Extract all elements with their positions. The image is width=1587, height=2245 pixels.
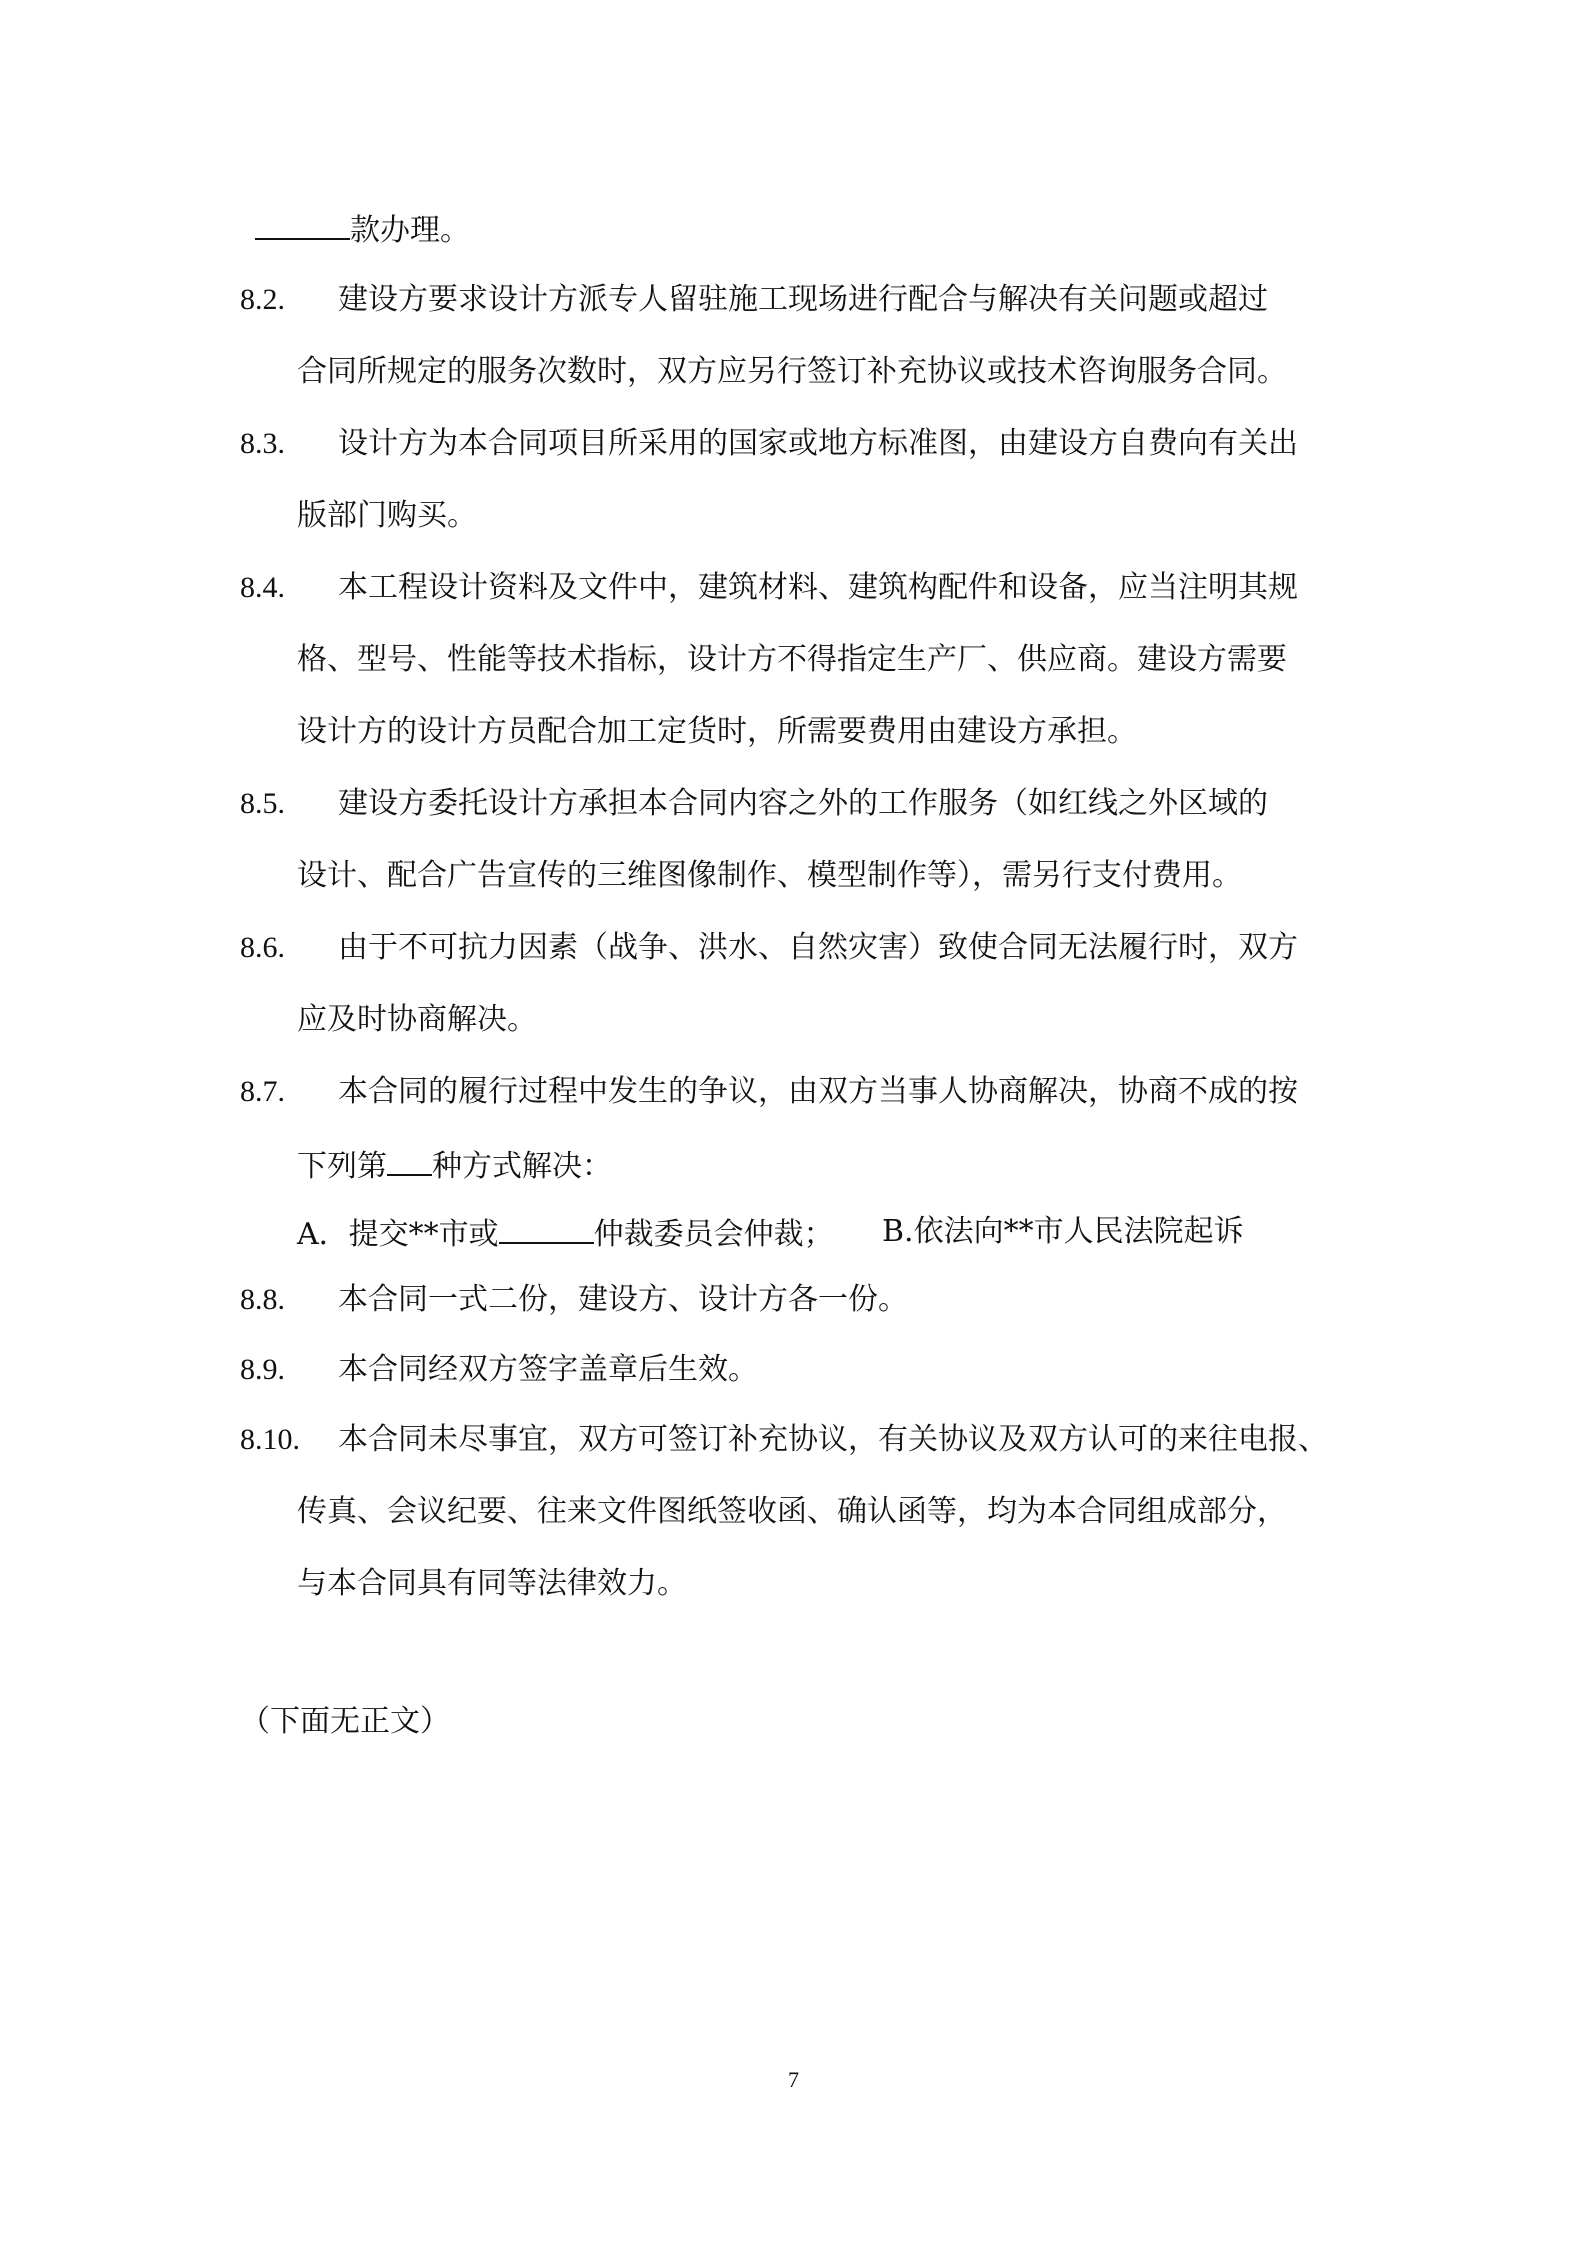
line2-after: 种方式解决： bbox=[432, 1149, 612, 1184]
clause-8-7-option-a bbox=[297, 1212, 834, 1255]
clause-8-9-line-1: 本合同经双方签字盖章后生效。 bbox=[338, 1352, 758, 1387]
line2-before: 下列第 bbox=[297, 1149, 387, 1184]
option-a-before: A．提交**市或 bbox=[297, 1217, 499, 1252]
clause-8-2-line-1: 建设方要求设计方派专人留驻施工现场进行配合与解决有关问题或超过 bbox=[338, 282, 1268, 317]
clause-number: 8.10. bbox=[240, 1423, 300, 1456]
clause-8-4-line-1: 本工程设计资料及文件中，建筑材料、建筑构配件和设备，应当注明其规 bbox=[338, 570, 1298, 605]
clause-number: 8.5. bbox=[240, 787, 285, 820]
clause-8-8-line-1: 本合同一式二份，建设方、设计方各一份。 bbox=[338, 1282, 908, 1317]
option-a-after: 仲裁委员会仲裁； bbox=[593, 1217, 834, 1252]
blank-field bbox=[499, 1212, 594, 1244]
blank-field bbox=[387, 1144, 432, 1176]
clause-number: 8.6. bbox=[240, 931, 285, 964]
clause-8-7-line-1: 本合同的履行过程中发生的争议，由双方当事人协商解决，协商不成的按 bbox=[338, 1074, 1298, 1109]
clause-number: 8.4. bbox=[240, 571, 285, 604]
clause-8-6-line-1: 由于不可抗力因素（战争、洪水、自然灾害）致使合同无法履行时，双方 bbox=[338, 930, 1298, 965]
clause-number: 8.7. bbox=[240, 1075, 285, 1108]
clause-8-10-line-1: 本合同未尽事宜，双方可签订补充协议，有关协议及双方认可的来往电报、 bbox=[338, 1422, 1328, 1457]
clause-8-7-line-2 bbox=[297, 1144, 612, 1187]
intro-text: 款办理。 bbox=[350, 213, 470, 248]
clause-8-5-line-1: 建设方委托设计方承担本合同内容之外的工作服务（如红线之外区域的 bbox=[338, 786, 1268, 821]
clause-number: 8.8. bbox=[240, 1283, 285, 1316]
closing-note: （下面无正文） bbox=[240, 1704, 450, 1739]
clause-8-6-line-2: 应及时协商解决。 bbox=[297, 1002, 537, 1037]
clause-8-4-line-2: 格、型号、性能等技术指标，设计方不得指定生产厂、供应商。建设方需要 bbox=[297, 642, 1287, 677]
clause-8-3-line-1: 设计方为本合同项目所采用的国家或地方标准图，由建设方自费向有关出 bbox=[338, 426, 1298, 461]
page-number: 7 bbox=[788, 2067, 799, 2092]
clause-number: 8.2. bbox=[240, 283, 285, 316]
clause-number: 8.3. bbox=[240, 427, 285, 460]
clause-8-5-line-2: 设计、配合广告宣传的三维图像制作、模型制作等），需另行支付费用。 bbox=[297, 858, 1242, 893]
clause-8-4-line-3: 设计方的设计方员配合加工定货时，所需要费用由建设方承担。 bbox=[297, 714, 1137, 749]
clause-8-2-line-2: 合同所规定的服务次数时，双方应另行签订补充协议或技术咨询服务合同。 bbox=[297, 354, 1287, 389]
blank-field bbox=[255, 208, 350, 240]
clause-8-7-option-b: B.依法向**市人民法院起诉 bbox=[882, 1214, 1244, 1249]
clause-8-10-line-3: 与本合同具有同等法律效力。 bbox=[297, 1566, 687, 1601]
clause-8-3-line-2: 版部门购买。 bbox=[297, 498, 477, 533]
intro-line bbox=[255, 208, 470, 251]
clause-number: 8.9. bbox=[240, 1353, 285, 1386]
clause-8-10-line-2: 传真、会议纪要、往来文件图纸签收函、确认函等，均为本合同组成部分， bbox=[297, 1494, 1287, 1529]
